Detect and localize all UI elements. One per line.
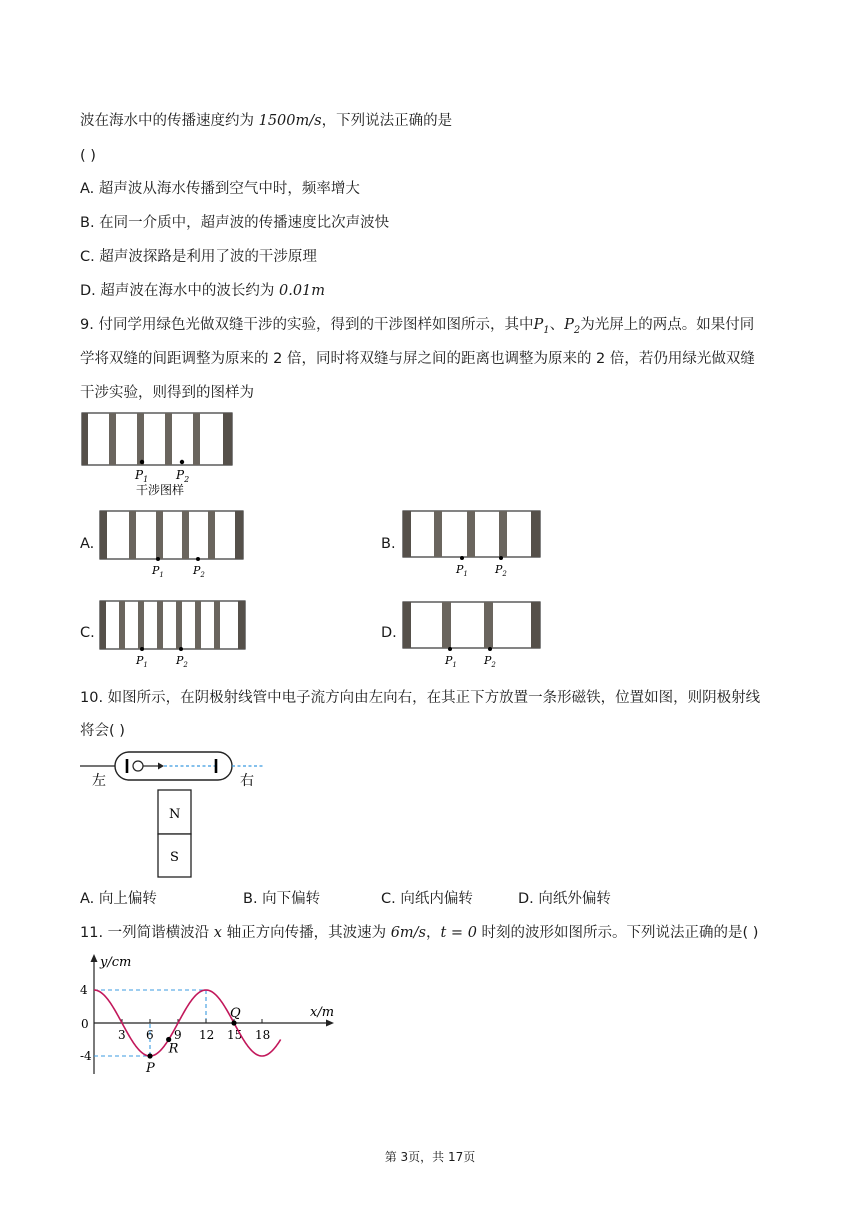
option-letter: C.: [80, 249, 95, 265]
fringe: [235, 511, 243, 559]
fringe: [182, 511, 189, 559]
q11-speed: 6m/s: [390, 925, 426, 941]
q8-speed: 1500m/s: [258, 113, 322, 129]
q9-line1: [80, 315, 754, 341]
q10-option-b: B. 向下偏转: [243, 891, 321, 907]
x-tick-label: 3: [118, 1028, 126, 1042]
fringe: [499, 511, 507, 557]
fringe: [467, 511, 475, 557]
fringe: [223, 413, 232, 465]
q8-stem-b: ，下列说法正确的是: [321, 113, 453, 129]
q11-stem: 11. 一列简谐横波沿 x 轴正方向传播，其波速为 6m/s，t = 0 时刻的波形如图所示。下列说法正确的是( ): [80, 925, 759, 941]
option-letter: B.: [80, 215, 95, 231]
q8-stem-a: 波在海水中的传播速度约为: [80, 113, 259, 129]
interference-pattern-figure: [80, 410, 240, 500]
x-tick-label: 15: [227, 1028, 243, 1042]
svg-text:P2: $P_2$: [495, 563, 507, 578]
svg-text:P1: $P_1$: [136, 654, 148, 669]
q9-p2-sub: 2: [573, 324, 581, 336]
point-q: [231, 1020, 236, 1025]
point-label-p: P: [146, 1061, 155, 1076]
y-tick-label: 4: [80, 983, 88, 997]
fringe: [82, 413, 88, 465]
option-letter: A.: [80, 181, 95, 197]
q8-option-c: [80, 247, 317, 267]
q8-option-b: [80, 213, 389, 233]
q11-t0: t = 0: [440, 925, 477, 941]
q9-option-a-label: A.: [80, 536, 95, 552]
q9-option-c-pattern: [98, 597, 250, 669]
origin-label: 0: [81, 1017, 89, 1031]
x-axis-arrow-icon: [326, 1020, 334, 1027]
option-letter: D.: [80, 283, 96, 299]
y-axis-label: y/cm: [100, 955, 132, 970]
q9-option-d-label: D.: [381, 625, 397, 641]
q11-x: x: [213, 925, 222, 941]
x-axis-label: x/m: [310, 1005, 335, 1020]
fringe: [165, 413, 172, 465]
fringe: [214, 601, 220, 649]
point-p1: [140, 460, 144, 464]
q9-text-b: 为光屏上的两点。如果付同: [580, 317, 755, 333]
q10-option-d: D. 向纸外偏转: [518, 891, 611, 907]
x-tick-label: 12: [199, 1028, 215, 1042]
svg-text:P2: $P_2$: [176, 654, 188, 669]
page-footer: 第 3页，共 17页: [384, 1150, 476, 1164]
label-p1: $P_1$: [135, 468, 149, 484]
wave-chart: [78, 950, 348, 1080]
fringe: [138, 601, 144, 649]
q9-option-a-pattern: [98, 507, 248, 579]
q9-option-d-pattern: [400, 598, 545, 670]
svg-text:P1: $P_1$: [445, 654, 457, 669]
option-text: 超声波在海水中的波长约为: [100, 283, 279, 299]
y-tick-label: -4: [80, 1049, 92, 1063]
point-label-q: Q: [230, 1006, 241, 1021]
q9-line3: 干涉实验，则得到的图样为: [80, 385, 254, 401]
fringe: [195, 601, 201, 649]
svg-text:P1: $P_1$: [152, 564, 164, 579]
label-p2: $P_2$: [176, 468, 190, 484]
q9-p1: P: [533, 317, 544, 333]
option-text: 在同一介质中，超声波的传播速度比次声波快: [99, 215, 390, 231]
q8-option-d: [80, 281, 325, 301]
option-text: 超声波从海水传播到空气中时，频率增大: [98, 181, 360, 197]
q9-option-c-label: C.: [80, 625, 95, 641]
label-left: 左: [92, 773, 106, 789]
q9-p1-sub: 1: [543, 324, 550, 336]
fringe: [119, 601, 125, 649]
figure-caption: 干涉图样: [136, 483, 185, 497]
label-right: 右: [240, 773, 254, 789]
q10-line2: 将会( ): [80, 723, 125, 739]
svg-text:P2: $P_2$: [193, 564, 205, 579]
fringe: [403, 511, 411, 557]
point-p: [147, 1053, 152, 1058]
fringe: [193, 413, 200, 465]
q9-line2: 学将双缝的间距调整为原来的 2 倍，同时将双缝与屏之间的距离也调整为原来的 2 倍，若仍用绿光做双缝: [80, 351, 755, 367]
q9-p2: P: [564, 317, 574, 333]
q8-blank: ( ): [80, 148, 96, 164]
fringe: [434, 511, 442, 557]
q8-option-a: [80, 179, 360, 199]
q9-text-a: 9. 付同学用绿色光做双缝干涉的实验，得到的干涉图样如图所示，其中: [80, 317, 534, 333]
fringe: [129, 511, 136, 559]
fringe: [484, 602, 493, 648]
label-n: N: [169, 807, 181, 822]
x-tick-label: 18: [255, 1028, 271, 1042]
svg-text:P2: $P_2$: [484, 654, 496, 669]
fringe: [156, 511, 163, 559]
q10-option-c: C. 向纸内偏转: [381, 891, 473, 907]
fringe: [208, 511, 215, 559]
q10-options: [80, 889, 611, 909]
fringe: [442, 602, 451, 648]
point-label-r: R: [168, 1041, 179, 1057]
fringe: [100, 601, 106, 649]
q9-option-b-label: B.: [381, 536, 396, 552]
fringe: [109, 413, 116, 465]
option-math: 0.01m: [279, 283, 326, 299]
q9-option-b-pattern: [400, 507, 545, 579]
x-tick-label: 6: [146, 1028, 154, 1042]
fringe: [100, 511, 107, 559]
label-s: S: [170, 850, 179, 865]
q10-line1: 10. 如图所示，在阴极射线管中电子流方向由左向右，在其正下方放置一条形磁铁，位置如图，则阴极射线: [80, 690, 761, 706]
fringe: [403, 602, 411, 648]
cathode-ray-tube-figure: [78, 746, 268, 881]
option-text: 超声波探路是利用了波的干涉原理: [99, 249, 317, 265]
q8-stem: [80, 111, 452, 131]
x-tick-label: 9: [174, 1028, 182, 1042]
q9-sep: 、: [549, 317, 565, 333]
fringe: [531, 602, 540, 648]
y-axis-arrow-icon: [91, 954, 98, 962]
svg-text:P1: $P_1$: [456, 563, 468, 578]
fringe: [157, 601, 163, 649]
fringe: [176, 601, 182, 649]
pattern-frame: [82, 413, 232, 465]
fringe: [137, 413, 144, 465]
fringe: [238, 601, 245, 649]
q10-option-a: A. 向上偏转: [80, 891, 157, 907]
fringe: [531, 511, 540, 557]
point-p2: [180, 460, 184, 464]
